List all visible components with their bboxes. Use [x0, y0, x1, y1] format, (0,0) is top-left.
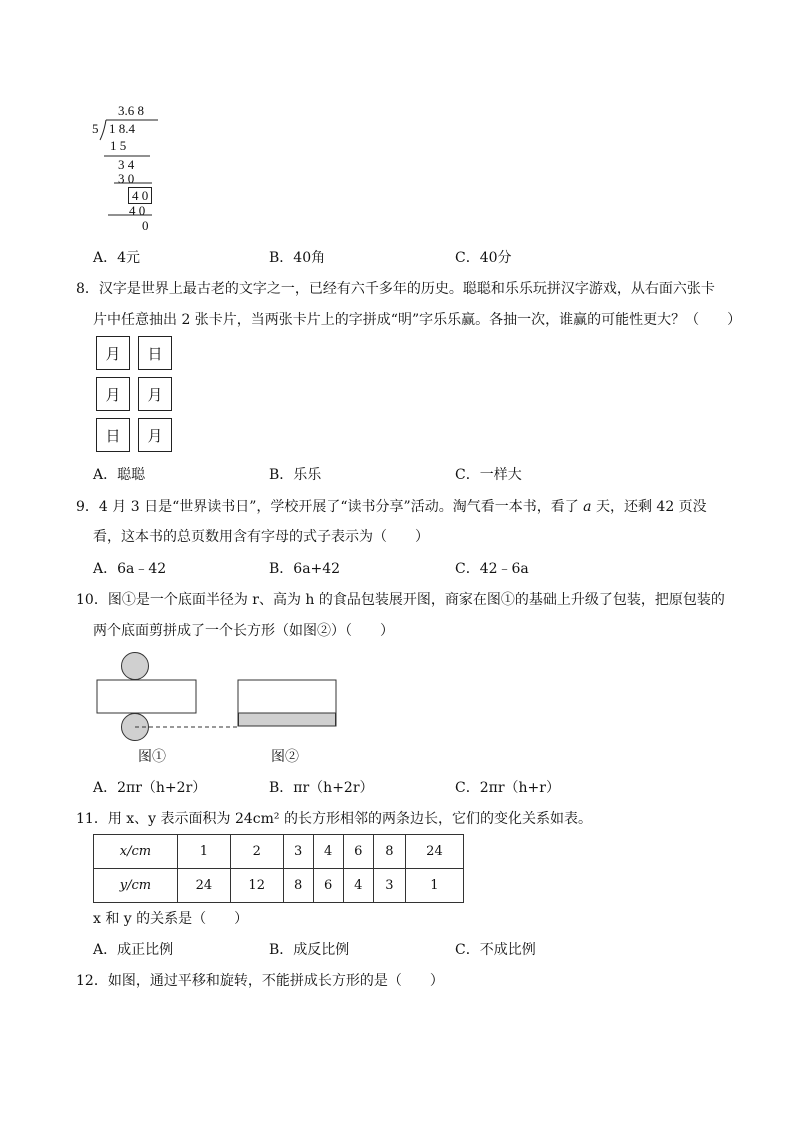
table-cell: 8: [283, 869, 313, 903]
table-cell: 1: [177, 835, 230, 869]
table-cell: 8: [373, 835, 405, 869]
y-header: y/cm: [119, 878, 152, 893]
q10-figure-1-label: 图①: [138, 749, 166, 765]
table-cell: 6: [313, 869, 343, 903]
q8-text-line-1: 8．汉字是世界上最古老的文字之一，已经有六千多年的历史。聪聪和乐乐玩拼汉字游戏，从右面六张卡: [76, 281, 715, 297]
division-step-4-boxed: 4 0: [128, 187, 152, 204]
division-divisor: 5: [92, 121, 99, 136]
table-cell: 24: [177, 869, 230, 903]
q8-option-a[interactable]: A．聪聪: [93, 467, 146, 483]
q10-text-line-2: 两个底面剪拼成了一个长方形（如图②）（ ）: [93, 623, 394, 639]
table-cell: 3: [373, 869, 405, 903]
table-row: [94, 869, 464, 903]
q11-option-b[interactable]: B．成反比例: [269, 942, 350, 958]
q10-text-line-1: 10．图①是一个底面半径为 r、高为 h 的食品包装展开图，商家在图①的基础上升级了包装，把原包装的: [76, 592, 725, 608]
card: 月: [138, 377, 172, 411]
table-cell: 3: [283, 835, 313, 869]
table-cell: 12: [230, 869, 283, 903]
variable-a: a: [583, 499, 592, 515]
division-step-3: 3 0: [118, 171, 135, 186]
q10-figure-2-label: 图②: [271, 749, 299, 765]
table-cell: 2: [230, 835, 283, 869]
table-cell: 6: [343, 835, 373, 869]
q10-option-a[interactable]: A．2πr（h+2r）: [93, 780, 207, 796]
card: 日: [96, 418, 130, 452]
q9-option-c[interactable]: C．42﹣6a: [455, 561, 529, 577]
q8-option-c[interactable]: C．一样大: [455, 467, 522, 483]
card: 日: [138, 336, 172, 370]
q11-text-line-2: x 和 y 的关系是（ ）: [93, 911, 249, 927]
division-dividend: 1 8.4: [109, 121, 135, 136]
table-cell: 1: [405, 869, 463, 903]
q11-option-a[interactable]: A．成正比例: [93, 942, 174, 958]
division-step-5: 4 0: [129, 203, 146, 218]
q9-text-line-1: 9．4 月 3 日是“世界读书日”，学校开展了“读书分享”活动。淘气看一本书，看了 a 天，还剩 42 页没: [76, 499, 707, 515]
table-cell: 24: [405, 835, 463, 869]
division-quotient: 3.6 8: [118, 103, 144, 118]
q8-text-line-2: 片中任意抽出 2 张卡片，当两张卡片上的字拼成“明”字乐乐赢。各抽一次，谁赢的可能性更大？（ ）: [93, 312, 742, 328]
q12-text-line-1: 12．如图，通过平移和旋转，不能拼成长方形的是（ ）: [76, 973, 444, 989]
card: 月: [138, 418, 172, 452]
q9-option-b[interactable]: B．6a+42: [269, 561, 341, 577]
q8-option-b[interactable]: B．乐乐: [269, 467, 322, 483]
division-step-1: 1 5: [110, 138, 127, 153]
division-step-2: 3 4: [118, 157, 135, 172]
q10-option-b[interactable]: B．πr（h+2r）: [269, 780, 374, 796]
division-remainder: 0: [142, 218, 149, 233]
table-cell: 4: [343, 869, 373, 903]
x-header: x/cm: [119, 844, 152, 859]
q7-option-a[interactable]: A．4元: [93, 250, 141, 266]
card: 月: [96, 336, 130, 370]
q10-option-c[interactable]: C．2πr（h+r）: [455, 780, 560, 796]
q11-option-c[interactable]: C．不成比例: [455, 942, 536, 958]
q11-xy-table: [93, 834, 464, 903]
table-cell: 4: [313, 835, 343, 869]
q9-text-line-2: 看，这本书的总页数用含有字母的式子表示为（ ）: [93, 529, 429, 545]
table-row: [94, 835, 464, 869]
q10-package-net-figures: [90, 650, 350, 742]
q7-option-c[interactable]: C．40分: [455, 250, 512, 266]
card: 月: [96, 377, 130, 411]
q7-option-b[interactable]: B．40角: [269, 250, 326, 266]
q9-option-a[interactable]: A．6a﹣42: [93, 561, 167, 577]
q11-text-line-1: 11．用 x、y 表示面积为 24cm² 的长方形相邻的两条边长，它们的变化关系如表。: [76, 811, 592, 827]
